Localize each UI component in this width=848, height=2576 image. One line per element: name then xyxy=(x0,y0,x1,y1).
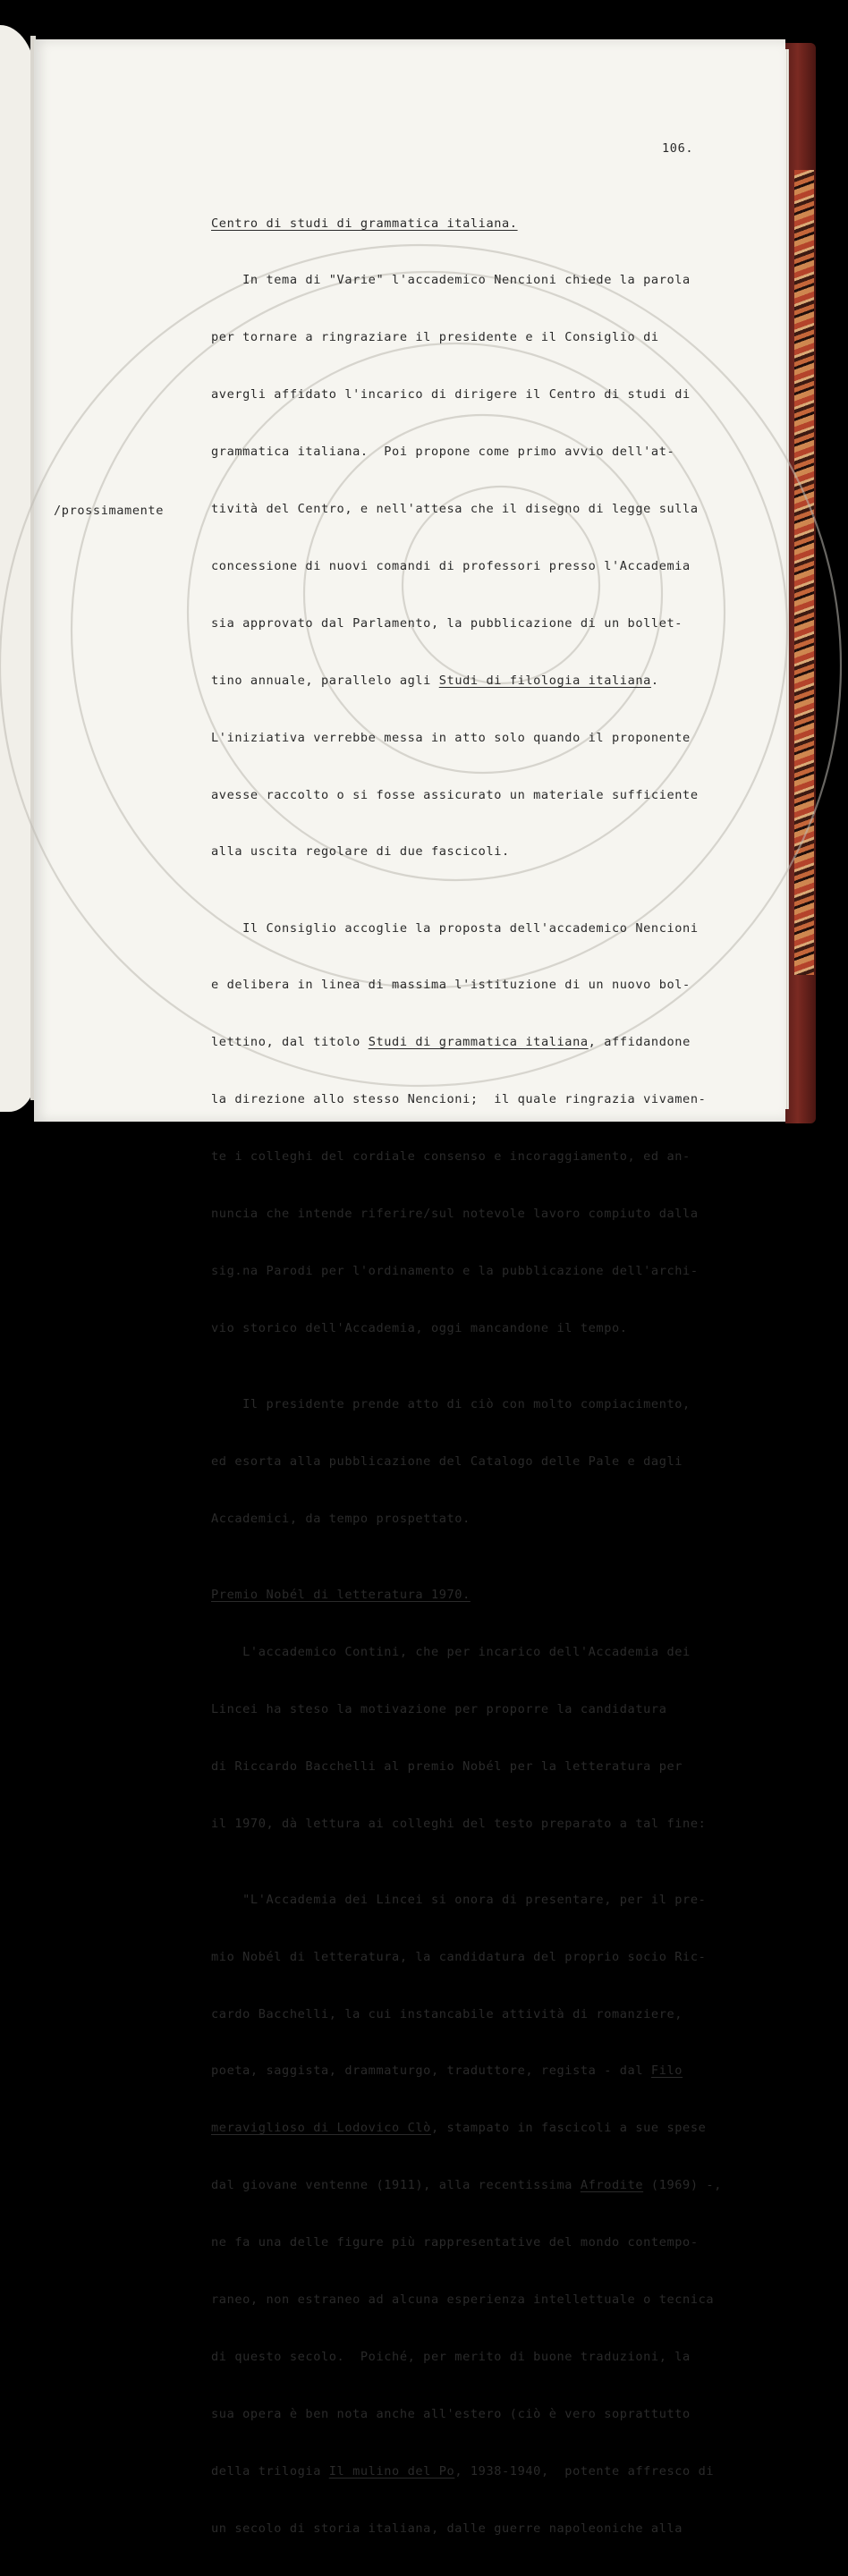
underlined-title: Filo xyxy=(650,2063,683,2079)
text-line: e delibera in linea di massima l'istituzione di un nuovo bol- xyxy=(211,978,691,993)
section-heading: Premio Nobél di letteratura 1970. xyxy=(211,1587,471,1602)
text-line: un secolo di storia italiana, dalle guerre napoleoniche alla xyxy=(211,2521,683,2536)
page-number: 106. xyxy=(662,141,694,156)
text-line: per tornare a ringraziare il presidente e il Consiglio di xyxy=(211,330,659,345)
text-line: ne fa una delle figure più rappresentative del mondo contempo- xyxy=(211,2235,699,2250)
text-line: di Riccardo Bacchelli al premio Nobél per la letteratura per xyxy=(211,1758,683,1774)
section-heading: Centro di studi di grammatica italiana. xyxy=(211,216,518,231)
text-line: poeta, saggista, drammaturgo, traduttore, regista - dal Filo xyxy=(211,2063,683,2079)
text-line: Il Consiglio accoglie la proposta dell'accademico Nencioni xyxy=(242,920,699,936)
text-line: "L'Accademia dei Lincei si onora di presentare, per il pre- xyxy=(242,1892,707,1907)
text-line: In tema di "Varie" l'accademico Nencioni chiede la parola xyxy=(242,273,691,288)
text-line: concessione di nuovi comandi di professori presso l'Accademia xyxy=(211,558,691,573)
text-line: cardo Bacchelli, la cui instancabile attività di romanziere, xyxy=(211,2006,683,2021)
text-line: Lincei ha steso la motivazione per proporre la candidatura xyxy=(211,1701,667,1716)
text-line: della trilogia Il mulino del Po, 1938-1940, potente affresco di xyxy=(211,2463,715,2479)
underlined-title: Studi di filologia italiana xyxy=(438,673,651,688)
text-line: tino annuale, parallelo agli Studi di filologia italiana. xyxy=(211,673,659,688)
underlined-title: meraviglioso di Lodovico Clò xyxy=(211,2121,431,2136)
text-line: sua opera è ben nota anche all'estero (ciò è vero soprattutto xyxy=(211,2406,691,2421)
text-line: mio Nobél di letteratura, la candidatura del proprio socio Ric- xyxy=(211,1949,707,1964)
text-line: Accademici, da tempo prospettato. xyxy=(211,1511,471,1526)
margin-note: /prossimamente xyxy=(54,504,164,518)
underlined-title: Studi di grammatica italiana xyxy=(368,1035,589,1050)
body-text xyxy=(211,176,722,2576)
text-line: avergli affidato l'incarico di dirigere il Centro di studi di xyxy=(211,387,691,402)
text-line: la direzione allo stesso Nencioni; il quale ringrazia vivamen- xyxy=(211,1092,707,1107)
underlined-title: Afrodite xyxy=(580,2178,644,2193)
text-line: tività del Centro, e nell'attesa che il disegno di legge sulla xyxy=(211,502,699,517)
text-line: sia approvato dal Parlamento, la pubblicazione di un bollet- xyxy=(211,615,683,631)
text-line: Il presidente prende atto di ciò con molto compiacimento, xyxy=(242,1397,691,1411)
text-line: raneo, non estraneo ad alcuna esperienza intellettuale o tecnica xyxy=(211,2292,715,2307)
marbled-edge xyxy=(794,170,814,975)
text-line: te i colleghi del cordiale consenso e incoraggiamento, ed an- xyxy=(211,1149,691,1165)
text-line: avesse raccolto o si fosse assicurato un materiale sufficiente xyxy=(211,787,699,802)
text-line: ed esorta alla pubblicazione del Catalogo delle Pale e dagli xyxy=(211,1453,683,1469)
text-line: L'accademico Contini, che per incarico dell'Accademia dei xyxy=(242,1644,691,1659)
underlined-title: Il mulino del Po xyxy=(328,2463,455,2479)
text-line: meraviglioso di Lodovico Clò, stampato in fascicoli a sue spese xyxy=(211,2121,707,2136)
text-line: vio storico dell'Accademia, oggi mancandone il tempo. xyxy=(211,1320,628,1335)
text-line: grammatica italiana. Poi propone come primo avvio dell'at- xyxy=(211,445,675,460)
text-line: nuncia che intende riferire/sul notevole lavoro compiuto dalla xyxy=(211,1207,699,1222)
text-line: lettino, dal titolo Studi di grammatica italiana, affidandone xyxy=(211,1035,691,1050)
text-line: il 1970, dà lettura ai colleghi del testo preparato a tal fine: xyxy=(211,1816,707,1831)
text-line: sig.na Parodi per l'ordinamento e la pubblicazione dell'archi- xyxy=(211,1263,699,1278)
text-line: alla uscita regolare di due fascicoli. xyxy=(211,844,510,860)
text-line: dal giovane ventenne (1911), alla recentissima Afrodite (1969) -, xyxy=(211,2178,722,2193)
text-line: di questo secolo. Poiché, per merito di buone traduzioni, la xyxy=(211,2349,691,2364)
text-line: L'iniziativa verrebbe messa in atto solo quando il proponente xyxy=(211,730,691,745)
